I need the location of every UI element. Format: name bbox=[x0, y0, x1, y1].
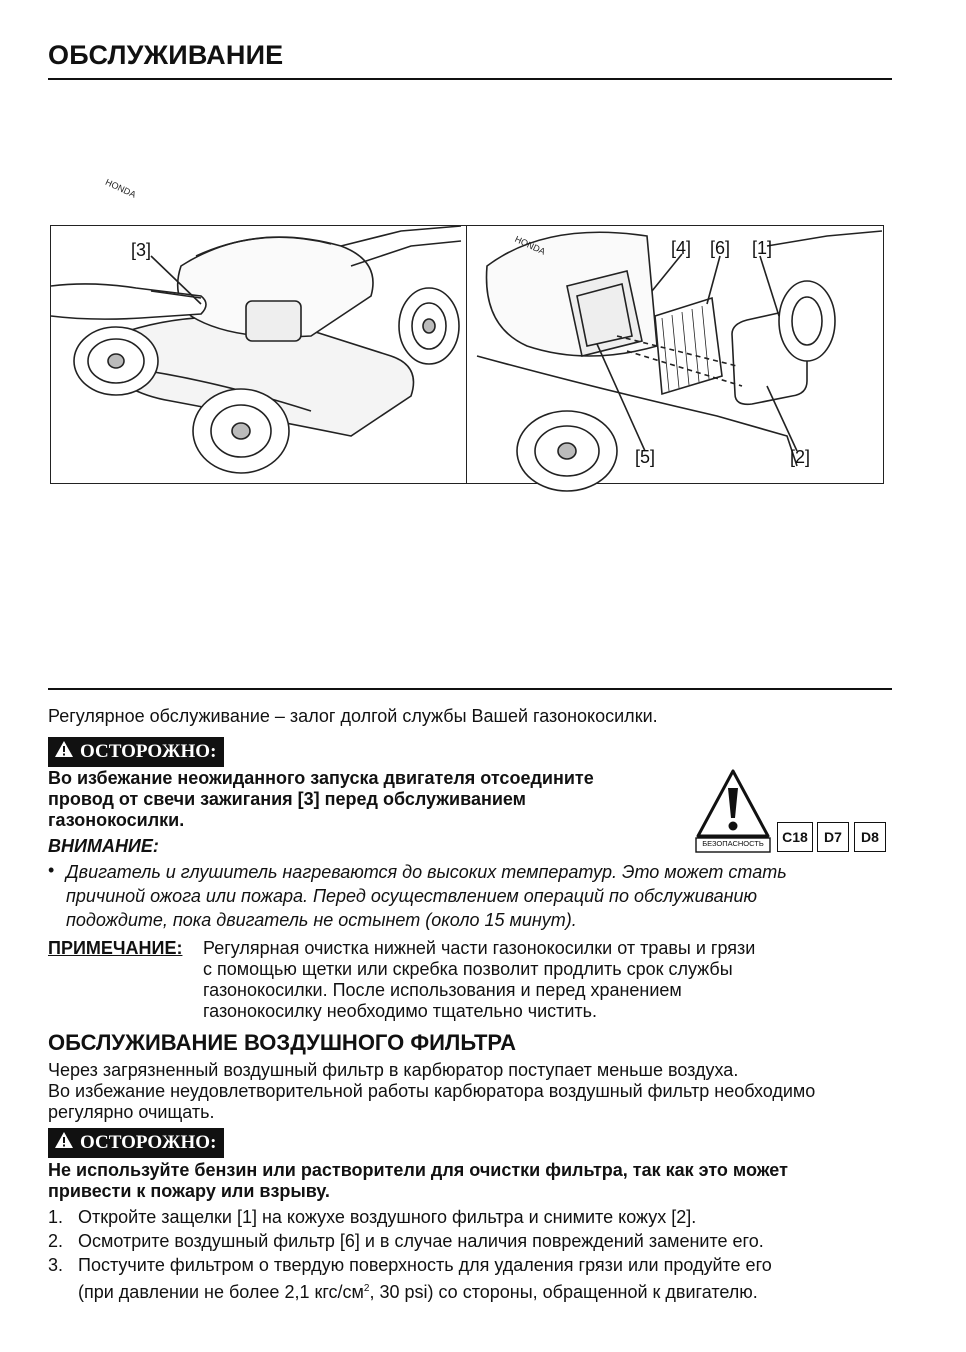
note-label: ПРИМЕЧАНИЕ: bbox=[48, 938, 183, 958]
warning-banner-label: ОСТОРОЖНО: bbox=[80, 1132, 217, 1153]
caution-text: Двигатель и глушитель нагреваются до высоких температур. Это может стать причиной ожога или пожара. Перед осуществлением операций по обслуживанию подождите, пока двигатель не остынет (около 15 минут). bbox=[66, 862, 787, 930]
list-item: 2. Осмотрите воздушный фильтр [6] и в случае наличия повреждений замените его. bbox=[48, 1231, 764, 1251]
list-item-continuation: (при давлении не более 2,1 кгс/$см^2$, 30 psi) со стороны, обращенной к двигателю. bbox=[78, 1282, 758, 1302]
code-d7: D7 bbox=[817, 822, 849, 852]
warning2-text: Не используйте бензин или растворители для очистки фильтра, так как это может привести к пожару или взрыву. bbox=[48, 1160, 788, 1201]
air-filter-illustration bbox=[467, 226, 882, 482]
svg-text:HONDA: HONDA bbox=[513, 233, 547, 257]
intro-text: Регулярное обслуживание – залог долгой службы Вашей газонокосилки. bbox=[48, 706, 658, 726]
air-filter-heading: ОБСЛУЖИВАНИЕ ВОЗДУШНОГО ФИЛЬТРА bbox=[48, 1030, 517, 1055]
caution-bullet: • bbox=[48, 860, 55, 880]
steps-list bbox=[48, 1205, 772, 1304]
callout-6: [6] bbox=[710, 238, 731, 258]
code-d8: D8 bbox=[854, 822, 886, 852]
list-item: 3. Постучите фильтром о твердую поверхность для удаления грязи или продуйте его bbox=[48, 1255, 772, 1275]
warning-banner-1 bbox=[48, 737, 224, 767]
page-title: ОБСЛУЖИВАНИЕ bbox=[48, 40, 284, 70]
callout-1: [1] bbox=[752, 238, 773, 258]
safety-label: БЕЗОПАСНОСТЬ bbox=[702, 839, 764, 848]
figure-left-panel bbox=[50, 176, 467, 484]
warning-banner-2 bbox=[48, 1128, 224, 1158]
warning1-text: Во избежание неожиданного запуска двигателя отсоедините провод от свечи зажигания [3] перед обслуживанием газонокосилки. bbox=[48, 768, 594, 830]
title-rule bbox=[48, 78, 892, 80]
mower-spark-plug-illustration bbox=[51, 176, 465, 482]
warning-triangle-icon bbox=[54, 1131, 74, 1155]
callout-5: [5] bbox=[635, 447, 656, 467]
callout-3: [3] bbox=[131, 240, 152, 260]
callout-4: [4] bbox=[671, 238, 692, 258]
air-filter-intro: Через загрязненный воздушный фильтр в карбюратор поступает меньше воздуха. Во избежание неудовлетворительной работы карбюратора воздушный фильтр необходимо регулярно очищать. bbox=[48, 1060, 816, 1122]
svg-text:HONDA: HONDA bbox=[103, 176, 138, 200]
safety-symbol bbox=[695, 768, 771, 854]
callout-2: [2] bbox=[790, 447, 811, 467]
figure-right-panel bbox=[466, 225, 884, 484]
warning-banner-label: ОСТОРОЖНО: bbox=[80, 741, 217, 762]
section-rule bbox=[48, 688, 892, 690]
warning-triangle-icon bbox=[54, 740, 74, 764]
note-text: Регулярная очистка нижней части газонокосилки от травы и грязи с помощью щетки или скребка позволит продлить срок службы газонокосилки. После использования и перед хранением газонокосилку необходимо тщательно чистить. bbox=[203, 938, 756, 1021]
list-item: 1. Откройте защелки [1] на кожухе воздушного фильтра и снимите кожух [2]. bbox=[48, 1207, 697, 1227]
caution-heading: ВНИМАНИЕ: bbox=[48, 836, 159, 856]
code-c18: C18 bbox=[777, 822, 813, 852]
